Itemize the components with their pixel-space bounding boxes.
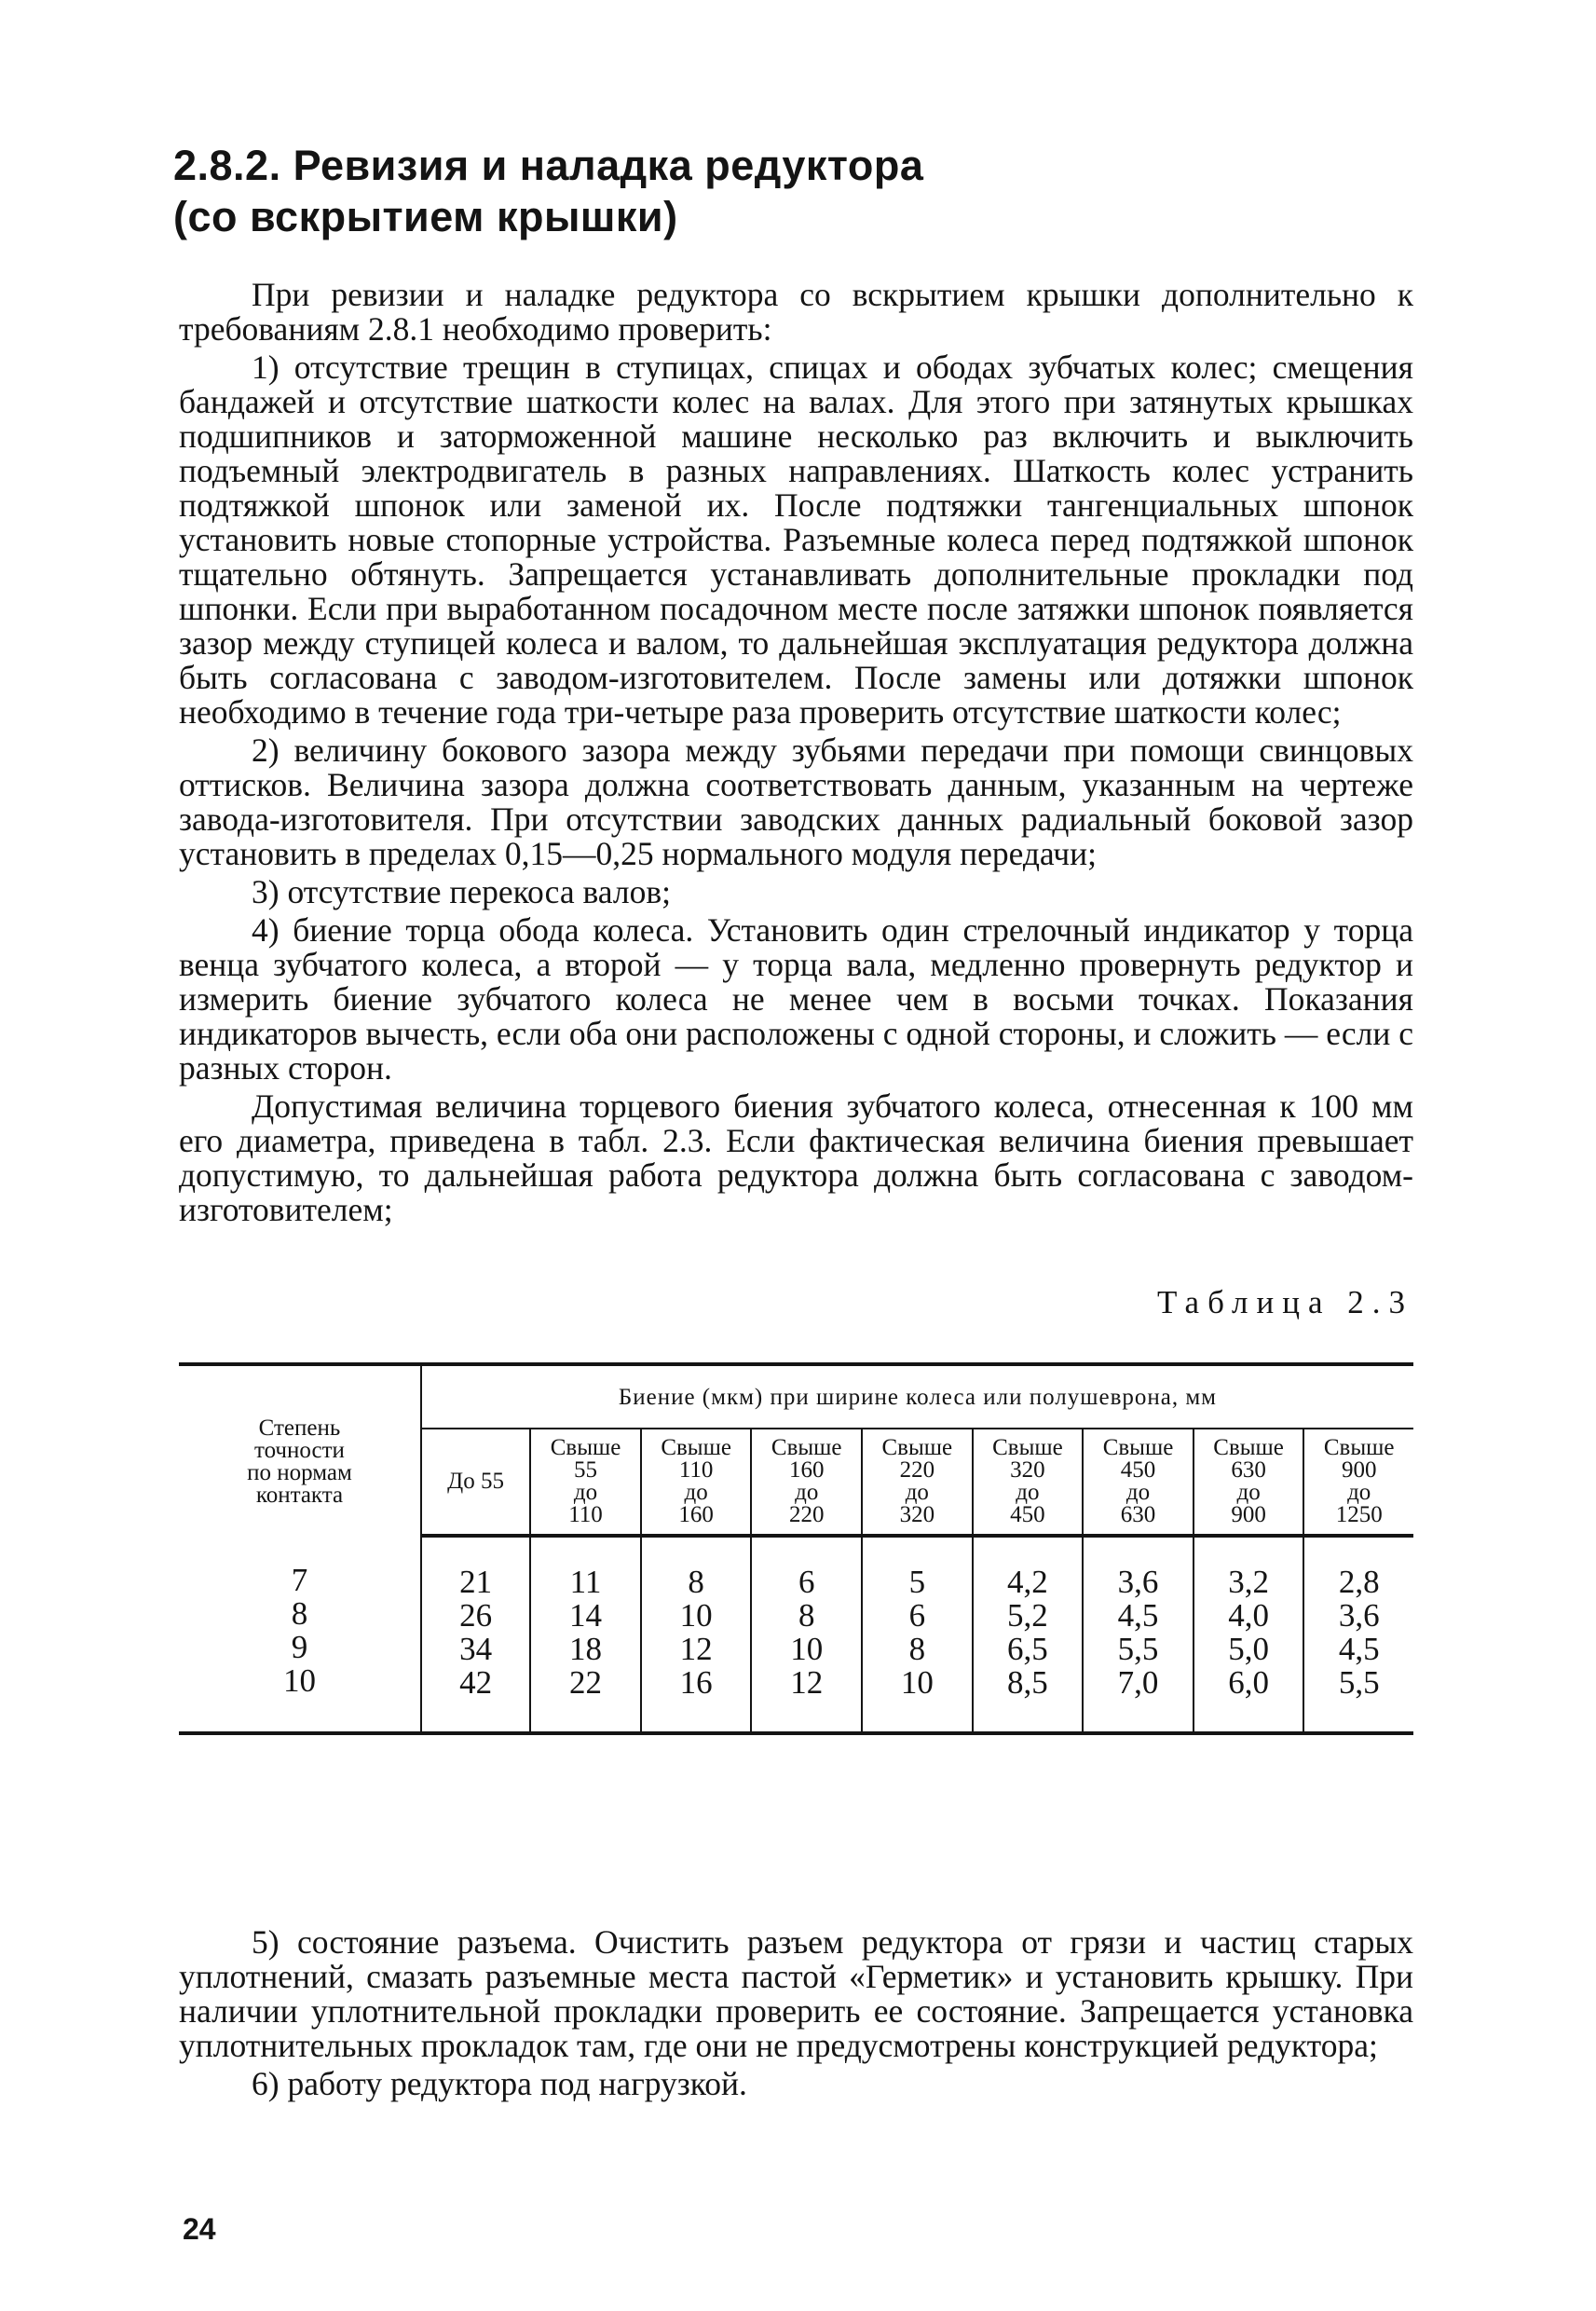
table-header-row: [179, 1364, 1413, 1429]
table-caption: Таблица 2.3: [1157, 1284, 1413, 1320]
paragraph-tolerance: Допустимая величина торцевого биения зубчатого колеса, отнесенная к 100 мм его диаметра, приведена в табл. 2.3. Если фактическая величина биения превышает допустимую, то дальнейшая работа редуктора должна быть согласована с заводом-изготовителем;: [179, 1087, 1413, 1228]
runout-table-wrapper: [179, 1362, 1413, 1735]
band-col-8: Свыше 900 до 1250: [1303, 1429, 1413, 1536]
after-table-text: [179, 1925, 1413, 2105]
band-col-5: Свыше 320 до 450: [973, 1429, 1084, 1536]
band-col-0: До 55: [421, 1429, 530, 1536]
page-number: 24: [183, 2212, 216, 2246]
section-heading-line-2: (со вскрытием крышки): [173, 193, 678, 240]
band-col-4: Свыше 220 до 320: [862, 1429, 973, 1536]
section-heading: [173, 140, 923, 242]
col-values-3: 6 8 10 12: [751, 1536, 862, 1733]
col-values-7: 3,2 4,0 5,0 6,0: [1194, 1536, 1304, 1733]
paragraph-intro: При ревизии и наладке редуктора со вскрытием крышки дополнительно к требованиям 2.8.1 необходимо проверить:: [179, 276, 1413, 348]
band-col-7: Свыше 630 до 900: [1194, 1429, 1304, 1536]
col-precision: 7 8 9 10: [179, 1536, 421, 1733]
col-values-4: 5 6 8 10: [862, 1536, 973, 1733]
col-values-6: 3,6 4,5 5,5 7,0: [1083, 1536, 1194, 1733]
band-col-2: Свыше 110 до 160: [641, 1429, 752, 1536]
group-header-runout: Биение (мкм) при ширине колеса или полушеврона, мм: [421, 1364, 1413, 1429]
col-values-0: 21 26 34 42: [421, 1536, 530, 1733]
band-col-6: Свыше 450 до 630: [1083, 1429, 1194, 1536]
band-col-3: Свыше 160 до 220: [751, 1429, 862, 1536]
row-header-precision: Степень точности по нормам контакта: [179, 1364, 421, 1536]
col-values-8: 2,8 3,6 4,5 5,5: [1303, 1536, 1413, 1733]
section-heading-line-1: 2.8.2. Ревизия и наладка редуктора: [173, 142, 924, 189]
band-col-1: Свыше 55 до 110: [530, 1429, 641, 1536]
paragraph-item-5: 5) состояние разъема. Очистить разъем редуктора от грязи и частиц старых уплотнений, смазать разъемные места пастой «Герметик» и установить крышку. При наличии уплотнительной прокладки проверить ее состояние. Запрещается установка уплотнительных прокладок там, где они не предусмотрены конструкцией редуктора;: [179, 1923, 1413, 2064]
paragraph-item-2: 2) величину бокового зазора между зубьями передачи при помощи свинцовых оттисков. Величина зазора должна соответствовать данным, указанным на чертеже завода-изготовителя. При отсутствии заводских данных радиальный боковой зазор установить в пределах 0,15—0,25 нормального модуля передачи;: [179, 732, 1413, 872]
table-row: [179, 1536, 1413, 1733]
intro-text: [179, 278, 1413, 1231]
paragraph-item-1: 1) отсутствие трещин в ступицах, спицах и ободах зубчатых колес; смещения бандажей и отсутствие шаткости колес на валах. Для этого при затянутых крышках подшипников и заторможенной машине несколько раз включить и выключить подъемный электродвигатель в разных направлениях. Шаткость колес устранить подтяжкой шпонок или заменой их. После подтяжки тангенциальных шпонок установить новые стопорные устройства. Разъемные колеса перед подтяжкой шпонок тщательно обтянуть. Запрещается устанавливать дополнительные прокладки под шпонки. Если при выработанном посадочном месте после затяжки шпонок появляется зазор между ступицей колеса и валом, то дальнейшая эксплуатация редуктора должна быть согласована с заводом-изготовителем. После замены или дотяжки шпонок необходимо в течение года три-четыре раза проверить отсутствие шаткости колес;: [179, 349, 1413, 731]
paragraph-item-4: 4) биение торца обода колеса. Установить один стрелочный индикатор у торца венца зубчатого колеса, а второй — у торца вала, медленно провернуть редуктор и измерить биение зубчатого колеса не менее чем в восьми точках. Показания индикаторов вычесть, если оба они расположены с одной стороны, и сложить — если с разных сторон.: [179, 911, 1413, 1087]
paragraph-item-3: 3) отсутствие перекоса валов;: [252, 873, 671, 910]
col-values-5: 4,2 5,2 6,5 8,5: [973, 1536, 1084, 1733]
col-values-2: 8 10 12 16: [641, 1536, 752, 1733]
paragraph-item-6: 6) работу редуктора под нагрузкой.: [252, 2065, 747, 2102]
runout-table: [179, 1362, 1413, 1735]
col-values-1: 11 14 18 22: [530, 1536, 641, 1733]
